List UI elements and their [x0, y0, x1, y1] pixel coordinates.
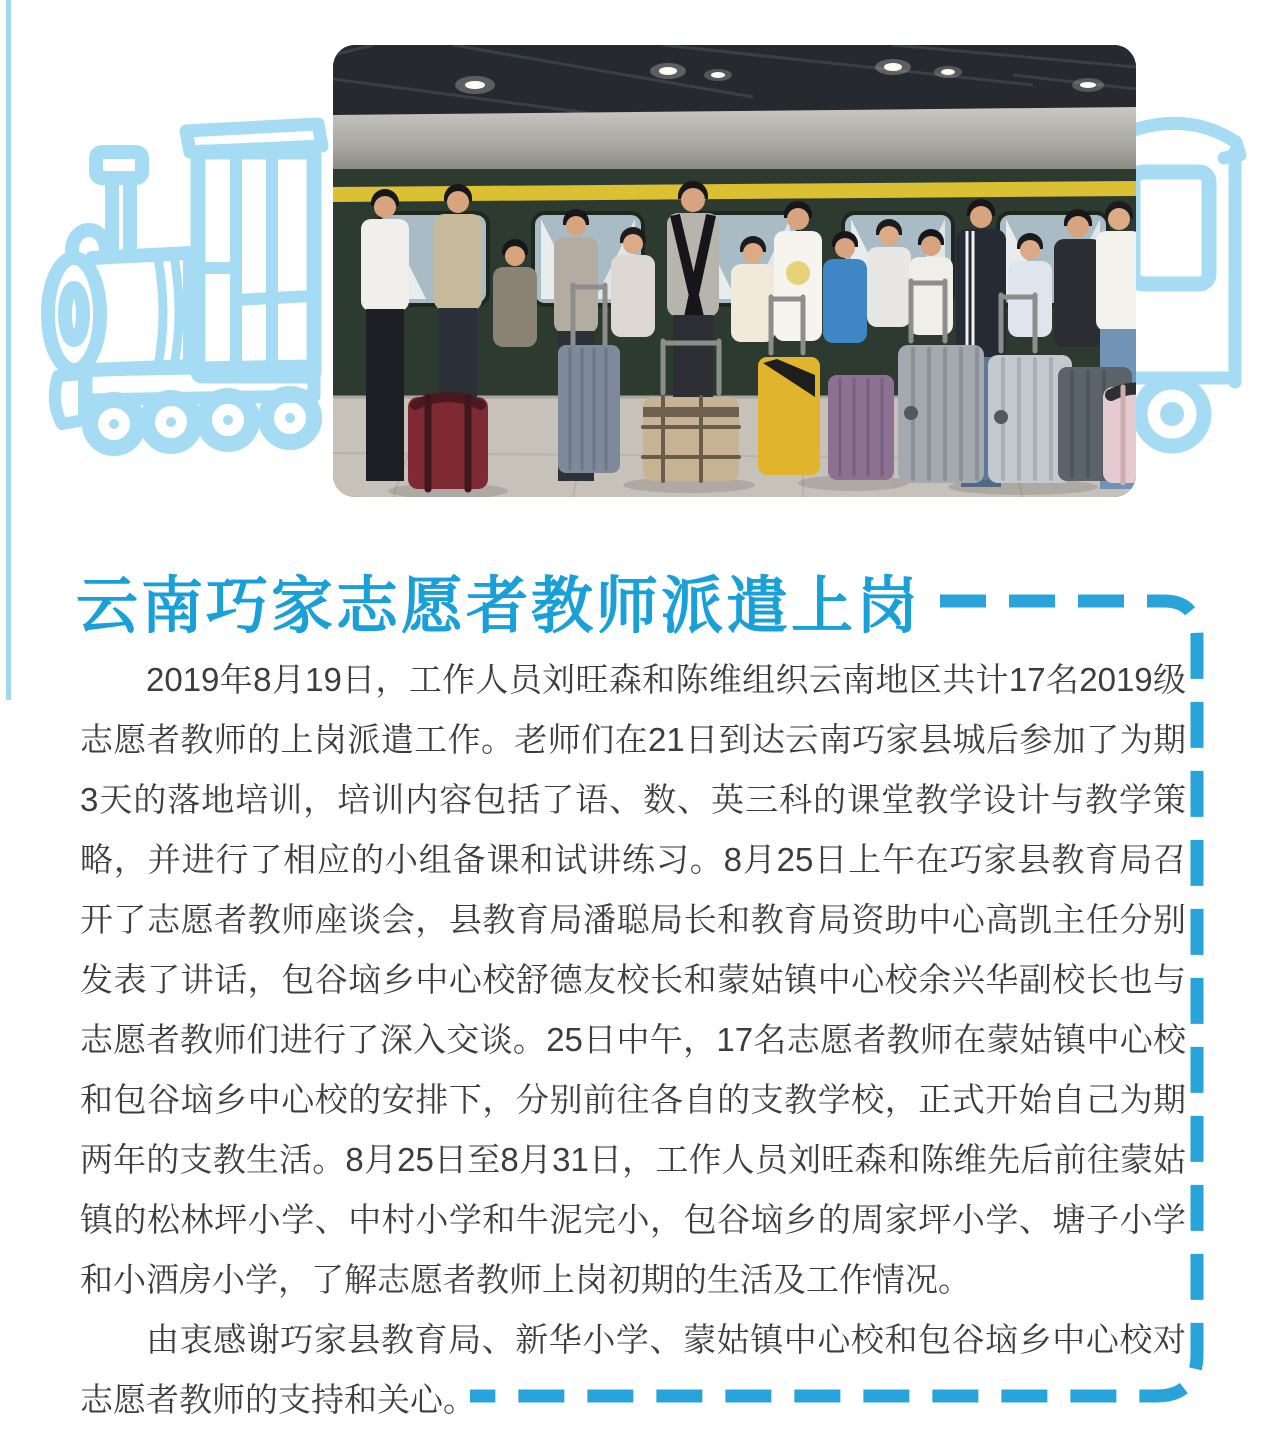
left-accent-line [6, 0, 11, 700]
article-body [80, 650, 1186, 1430]
train-carriage-icon [1128, 100, 1262, 460]
page-title: 云南巧家志愿者教师派遣上岗 [76, 572, 922, 641]
article-photo [333, 45, 1136, 497]
paragraph: 2019年8月19日，工作人员刘旺森和陈维组织云南地区共计17名2019级志愿者教师的上岗派遣工作。老师们在21日到达云南巧家县城后参加了为期3天的落地培训，培训内容包括了语、数、英三科的课堂教学设计与教学策略，并进行了相应的小组备课和试讲练习。8月25日上午在巧家县教育局召开了志愿者教师座谈会，县教育局潘聪局长和教育局资助中心高凯主任分别发表了讲话，包谷垴乡中心校舒德友校长和蒙姑镇中心校余兴华副校长也与志愿者教师们进行了深入交谈。25日中午，17名志愿者教师在蒙姑镇中心校和包谷垴乡中心校的安排下，分别前往各自的支教学校，正式开始自己为期两年的支教生活。8月25日至8月31日，工作人员刘旺森和陈维先后前往蒙姑镇的松林坪小学、中村小学和牛泥完小，包谷垴乡的周家坪小学、塘子小学和小酒房小学，了解志愿者教师上岗初期的生活及工作情况。 [80, 661, 1186, 1298]
locomotive-icon [40, 108, 336, 456]
paragraph: 由衷感谢巧家县教育局、新华小学、蒙姑镇中心校和包谷垴乡中心校对志愿者教师的支持和关心。 [80, 1321, 1186, 1418]
photo-scene [333, 45, 1136, 497]
